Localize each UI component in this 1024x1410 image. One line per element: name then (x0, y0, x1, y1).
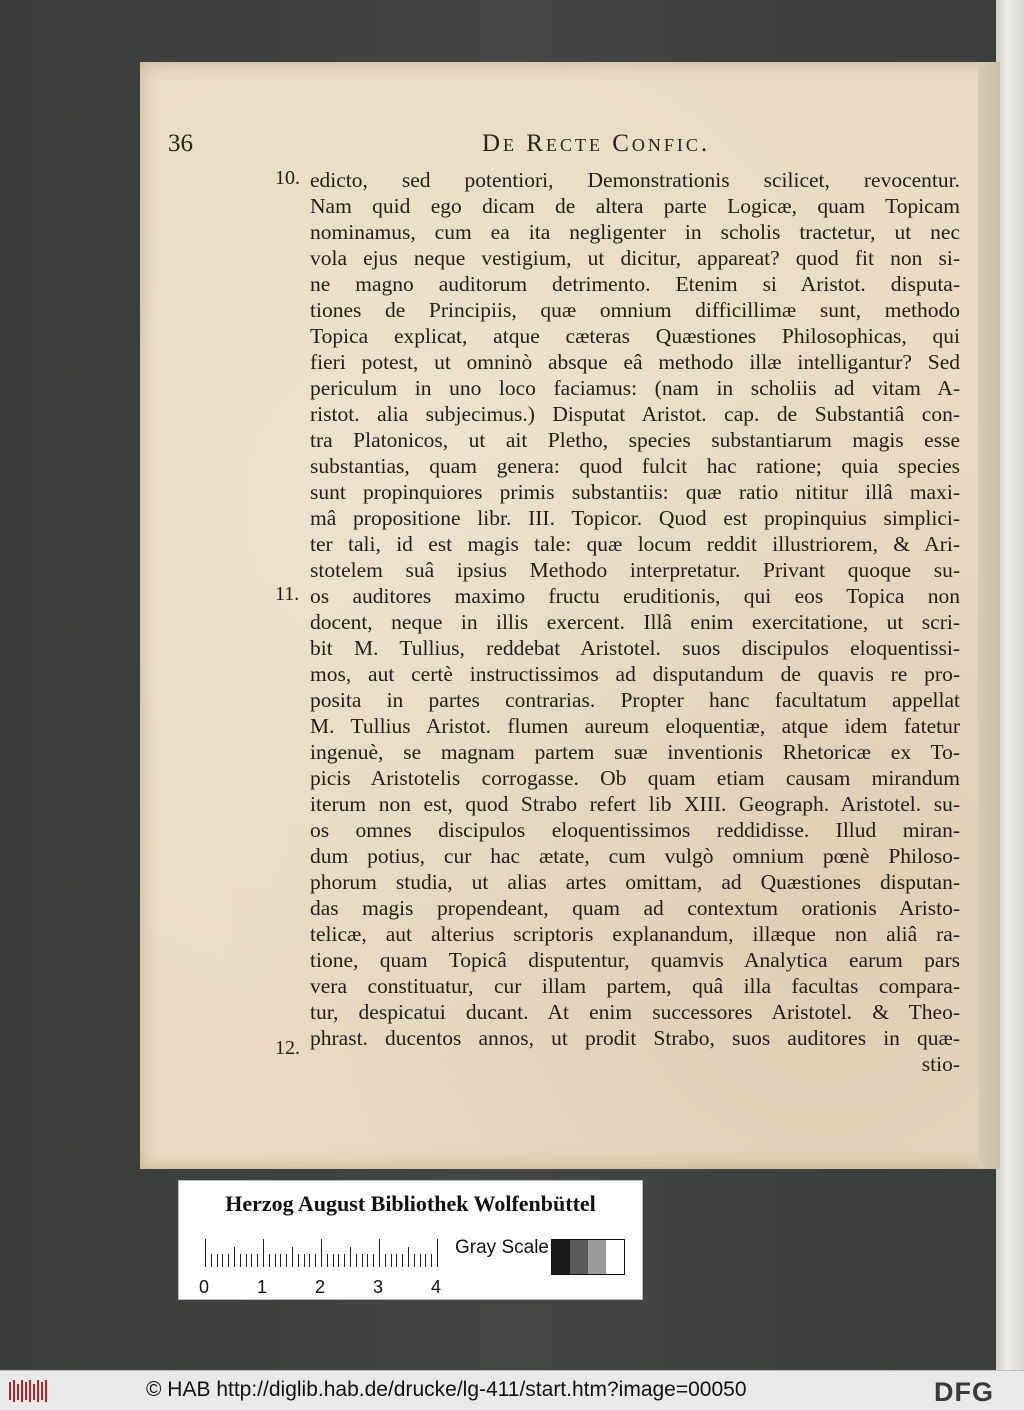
ruler-tick (222, 1254, 223, 1267)
ruler-tick (437, 1239, 438, 1267)
ruler-tick (205, 1239, 206, 1267)
ruler-tick (408, 1247, 409, 1267)
text-line: iterum non est, quod Strabo refert lib XIII. Geograph. Aristotel. su- (310, 792, 960, 816)
text-line: telicæ, aut alterius scriptoris explanandum, illæque non aliâ ra- (310, 922, 960, 946)
text-line: os auditores maximo fructu eruditionis, qui eos Topica non (310, 584, 960, 608)
text-line: nominamus, cum ea ita negligenter in scholis tractetur, ut nec (310, 220, 960, 244)
text-line: ristot. alia subjecimus.) Disputat Aristot. cap. de Substantiâ con- (310, 402, 960, 426)
text-line: sunt propinquiores primis substantiis: quæ ratio nititur illâ maxi- (310, 480, 960, 504)
ruler-tick (338, 1254, 339, 1267)
ruler-tick (304, 1254, 305, 1267)
ruler-tick (246, 1254, 247, 1267)
ruler-tick (327, 1254, 328, 1267)
ruler-tick (362, 1254, 363, 1267)
ruler-tick (356, 1254, 357, 1267)
ruler-tick (234, 1247, 235, 1267)
ruler-tick (211, 1254, 212, 1267)
text-line: posita in partes contrarias. Propter hanc facultatum appellat (310, 688, 960, 712)
ruler-number: 4 (431, 1277, 442, 1297)
ruler-tick (321, 1239, 322, 1267)
text-line: dum potius, cur hac ætate, cum vulgò omnium pœnè Philoso- (310, 844, 960, 868)
ruler-tick (292, 1247, 293, 1267)
ruler-tick (396, 1254, 397, 1267)
page-gutter-edge (978, 62, 1000, 1169)
ruler (205, 1239, 437, 1267)
text-line: picis Aristotelis corrogasse. Ob quam etiam causam mirandum (310, 766, 960, 790)
text-line: ingenuè, se magnam partem suæ inventionis Rhetoricæ ex To- (310, 740, 960, 764)
ruler-tick (217, 1254, 218, 1267)
text-line: fieri potest, ut omninò absque eâ methodo illæ intelligantur? Sed (310, 350, 960, 374)
footer-credit-link[interactable]: © HAB http://diglib.hab.de/drucke/lg-411/start.htm?image=00050 (146, 1378, 747, 1401)
text-line: stotelem suâ ipsius Methodo interpretatur. Privant quoque su- (310, 558, 960, 582)
text-line: substantias, quam genera: quod fulcit hac ratione; quia species (310, 454, 960, 478)
ruler-tick (391, 1254, 392, 1267)
text-line: phorum studia, ut alias artes omittam, ad Quæstiones disputan- (310, 870, 960, 894)
text-line: stio- (921, 1052, 960, 1076)
ruler-tick (373, 1254, 374, 1267)
text-line: Nam quid ego dicam de altera parte Logicæ, quam Topicam (310, 194, 960, 218)
text-line: mâ propositione libr. III. Topicor. Quod est propinquius simplici- (310, 506, 960, 530)
gray-patch (606, 1240, 624, 1274)
text-line: ter tali, id est magis tale: quæ locum reddit illustriorem, & Ari- (310, 532, 960, 556)
text-line: edicto, sed potentiori, Demonstrationis scilicet, revocentur. (310, 168, 960, 192)
footer-bar (0, 1370, 1024, 1410)
ruler-tick (251, 1254, 252, 1267)
text-line: das magis propendeant, quam ad contextum orationis Aristo- (310, 896, 960, 920)
ruler-number: 3 (373, 1277, 384, 1297)
ruler-tick (350, 1247, 351, 1267)
text-line: M. Tullius Aristot. flumen aureum eloquentiæ, atque idem fatetur (310, 714, 960, 738)
text-line: vera constituatur, cur illam partem, quâ illa facultas compara- (310, 974, 960, 998)
ruler-tick (420, 1254, 421, 1267)
library-name: Herzog August Bibliothek Wolfenbüttel (225, 1191, 596, 1216)
margin-number: 12. (275, 1037, 300, 1059)
text-line: phrast. ducentos annos, ut prodit Strabo, suos auditores in quæ- (310, 1026, 960, 1050)
margin-number: 10. (275, 167, 300, 189)
gray-patch (588, 1240, 606, 1274)
scan-edge-strip (996, 0, 1024, 1370)
gray-patch (552, 1240, 570, 1274)
ruler-tick (269, 1254, 270, 1267)
ruler-tick (228, 1254, 229, 1267)
margin-number: 11. (275, 583, 300, 605)
ruler-tick (367, 1254, 368, 1267)
text-line: vola ejus neque vestigium, ut dicitur, appareat? quod fit non si- (310, 246, 960, 270)
hab-logo-icon (8, 1378, 48, 1404)
ruler-number: 0 (199, 1277, 210, 1297)
ruler-tick (379, 1239, 380, 1267)
ruler-number: 1 (257, 1277, 268, 1297)
running-head-title: De Recte Confic. (482, 130, 711, 157)
text-line: Topica explicat, atque cæteras Quæstiones Philosophicas, qui (310, 324, 960, 348)
ruler-tick (286, 1254, 287, 1267)
text-line: ne magno auditorum detrimento. Etenim si Aristot. disputa- (310, 272, 960, 296)
text-line: bit M. Tullius, reddebat Aristotel. suos discipulos eloquentissi- (310, 636, 960, 660)
ruler-tick (431, 1254, 432, 1267)
color-target-card (178, 1180, 643, 1300)
text-line: tra Platonicos, ut ait Pletho, species substantiarum magis esse (310, 428, 960, 452)
gray-scale-label: Gray Scale (455, 1237, 549, 1258)
ruler-number: 2 (315, 1277, 326, 1297)
text-line: mos, aut certè instructissimos ad disputandum de quavis re pro- (310, 662, 960, 686)
page-number: 36 (168, 130, 193, 157)
ruler-tick (344, 1254, 345, 1267)
text-line: periculum in uno loco faciamus: (nam in scholiis ad vitam A- (310, 376, 960, 400)
gray-patch (570, 1240, 588, 1274)
text-line: docent, neque in illis exercent. Illâ enim exercitatione, ut scri- (310, 610, 960, 634)
ruler-tick (333, 1254, 334, 1267)
text-line: tione, quam Topicâ disputentur, quamvis Analytica earum pars (310, 948, 960, 972)
text-line: os omnes discipulos eloquentissimos reddidisse. Illud miran- (310, 818, 960, 842)
ruler-tick (385, 1254, 386, 1267)
ruler-tick (263, 1239, 264, 1267)
gray-scale-patches (551, 1239, 625, 1275)
text-line: tiones de Principiis, quæ omnium difficillimæ sunt, methodo (310, 298, 960, 322)
ruler-tick (280, 1254, 281, 1267)
ruler-tick (309, 1254, 310, 1267)
ruler-tick (257, 1254, 258, 1267)
ruler-tick (240, 1254, 241, 1267)
ruler-tick (298, 1254, 299, 1267)
ruler-tick (402, 1254, 403, 1267)
ruler-tick (275, 1254, 276, 1267)
ruler-tick (315, 1254, 316, 1267)
ruler-tick (414, 1254, 415, 1267)
dfg-logo: DFG (934, 1377, 994, 1407)
ruler-tick (425, 1254, 426, 1267)
text-line: tur, despicatui ducant. At enim successores Aristotel. & Theo- (310, 1000, 960, 1024)
